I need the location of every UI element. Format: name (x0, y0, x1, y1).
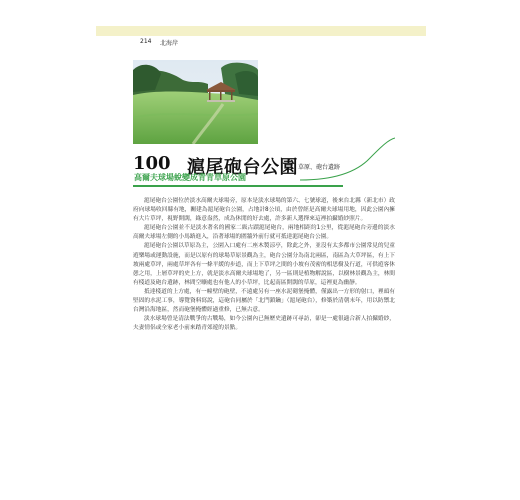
section-name: 北海岸 (160, 40, 179, 47)
header-bar (96, 26, 426, 36)
article-title: 滬尾砲台公園 (187, 157, 298, 178)
article-subtitle: 高爾夫球場蛻變成青青草原公園 (134, 173, 246, 182)
paragraph: 滬尾砲台公園並不是淡水著名的國家二級古蹟滬尾砲台，兩地相距約1公里，從滬尾砲台旁邊的淡水高爾夫球場左側的小馬路進入，沿著球場的圍牆外前行就可抵達滬尾砲台公園。 (133, 225, 395, 241)
subtitle-underline (133, 185, 343, 187)
park-photo-image (133, 60, 258, 144)
paragraph: 淡水球場曾是清法戰爭的古戰場，如今公園內已無歷史遺跡可尋訪，卻是一處很適合新人拍攝婚紗，夫妻情侶或全家老小前來踏青郊遊的景點。 (133, 316, 395, 332)
article-number: 100 (133, 153, 171, 174)
article-tags: 草原、砲台遺跡 (298, 164, 341, 171)
paragraph: 滬尾砲台公園以草原為主，公園入口處有二座木製涼亭，除此之外，並沒有太多都市公園常見的兒童遊樂場或運動設施，而是以原有的球場草原景觀為主，砲台公園分為南北兩區，南區為大草坪區，有上下坡兩處草坪，兩處草坪各有一條平緩的步道，而上下草坪之間的小坡有茂密的相思樹及行道，可供遊客休憩之用，上層草坪的史上方，就是淡水高爾夫球場地了，另一區則是植物解說區，以樹林景觀為主，林間有棧道及砲台遺跡，林間空曠處也有他人的小草坪，比起南區開闊的草原，這裡更為幽靜。 (133, 243, 395, 286)
paragraph: 抵達棧道的上方處，有一幢壁的砲壁，不遠處另有一座水泥砌堡掩體，僅露出一方形的射口，裡頭有堅固的水泥工事，導覽資料寫說，這砲台同屬於「北門鎖鑰」（滬尾砲台），修築於清朝末年，用以防禦北台灣沿海地區，然而砲堡掩體經過重修，已無古意。 (133, 288, 395, 314)
article-body (133, 197, 395, 333)
page-number: 214 (140, 38, 152, 45)
paragraph: 滬尾砲台公園位於淡水高爾夫球場旁，原本是淡水球場的第六、七號球道，後來台北縣（新北市）政府向球場收回縣有地，關建為滬尾砲台公園，占地計8公頃，由於曾經是高爾夫球場用地，因此公園內擁有大片草坪，視野開闊，綠意盎然，成為休閒的好去處，許多新人選擇來這裡拍攝婚紗照片。 (133, 198, 395, 223)
park-photo (133, 60, 258, 144)
